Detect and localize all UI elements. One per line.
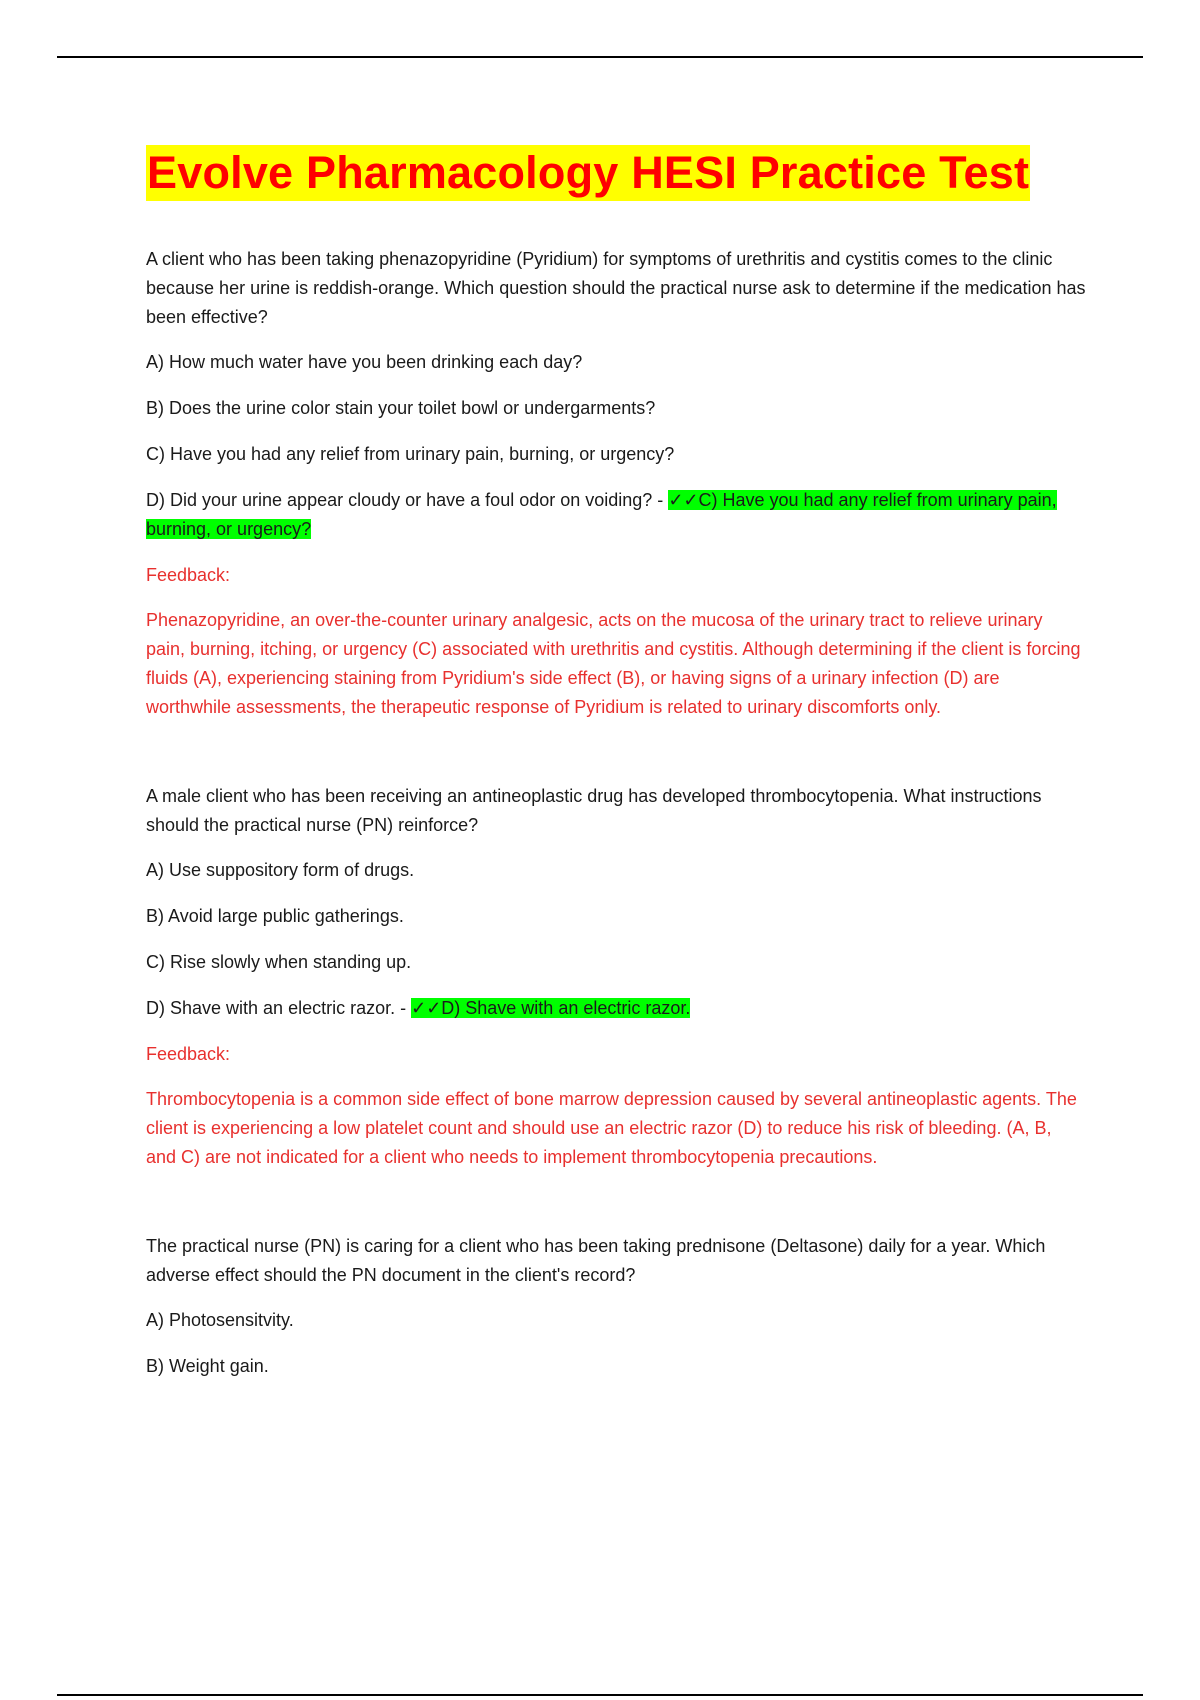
question-block-3 — [146, 1232, 1086, 1381]
feedback-label: Feedback: — [146, 565, 231, 585]
option-c: C) Rise slowly when standing up. — [146, 952, 412, 972]
option-d: D) Did your urine appear cloudy or have a foul odor on voiding? - — [146, 490, 669, 510]
option-a: A) Use suppository form of drugs. — [146, 860, 415, 880]
option-b: B) Does the urine color stain your toilet bowl or undergarments? — [146, 398, 656, 418]
top-rule — [57, 56, 1143, 58]
feedback-text: Phenazopyridine, an over-the-counter urinary analgesic, acts on the mucosa of the urinary tract to relieve urinary pain, burning, itching, or urgency (C) associated with urethritis and cystitis. Although determining if the client is forcing fluids (A), experiencing staining from Pyridium's side effect (B), or having signs of a urinary infection (D) are worthwhile assessments, the therapeutic response of Pyridium is related to urinary discomforts only. — [146, 610, 1081, 717]
option-b: B) Avoid large public gatherings. — [146, 906, 404, 926]
option-a: A) How much water have you been drinking each day? — [146, 352, 583, 372]
option-c: C) Have you had any relief from urinary pain, burning, or urgency? — [146, 444, 675, 464]
option-d-with-answer — [146, 486, 1086, 544]
option-b: B) Weight gain. — [146, 1356, 269, 1376]
option-d: D) Shave with an electric razor. - — [146, 998, 412, 1018]
option-a: A) Photosensitvity. — [146, 1310, 294, 1330]
document-body — [146, 145, 1086, 1398]
question-stem: A male client who has been receiving an antineoplastic drug has developed thrombocytopenia. What instructions should the practical nurse (PN) reinforce? — [146, 786, 1042, 835]
question-block-1 — [146, 245, 1086, 722]
feedback-text: Thrombocytopenia is a common side effect of bone marrow depression caused by several antineoplastic agents. The client is experiencing a low platelet count and should use an electric razor (D) to reduce his risk of bleeding. (A, B, and C) are not indicated for a client who needs to implement thrombocytopenia precautions. — [146, 1089, 1077, 1167]
answer-highlight: ✓✓D) Shave with an electric razor. — [411, 998, 691, 1018]
question-stem: The practical nurse (PN) is caring for a client who has been taking prednisone (Deltasone) daily for a year. Which adverse effect should the PN document in the client's record? — [146, 1236, 1046, 1285]
answer-highlight: ✓✓C) Have you had any relief from urinary pain, burning, or urgency? — [146, 490, 1057, 539]
bottom-rule — [57, 1694, 1143, 1696]
question-stem: A client who has been taking phenazopyridine (Pyridium) for symptoms of urethritis and cystitis comes to the clinic because her urine is reddish-orange. Which question should the practical nurse ask to determine if the medication has been effective? — [146, 249, 1086, 327]
option-d-with-answer — [146, 994, 1086, 1023]
document-title: Evolve Pharmacology HESI Practice Test — [146, 145, 1030, 201]
question-block-2 — [146, 782, 1086, 1172]
feedback-label: Feedback: — [146, 1044, 231, 1064]
